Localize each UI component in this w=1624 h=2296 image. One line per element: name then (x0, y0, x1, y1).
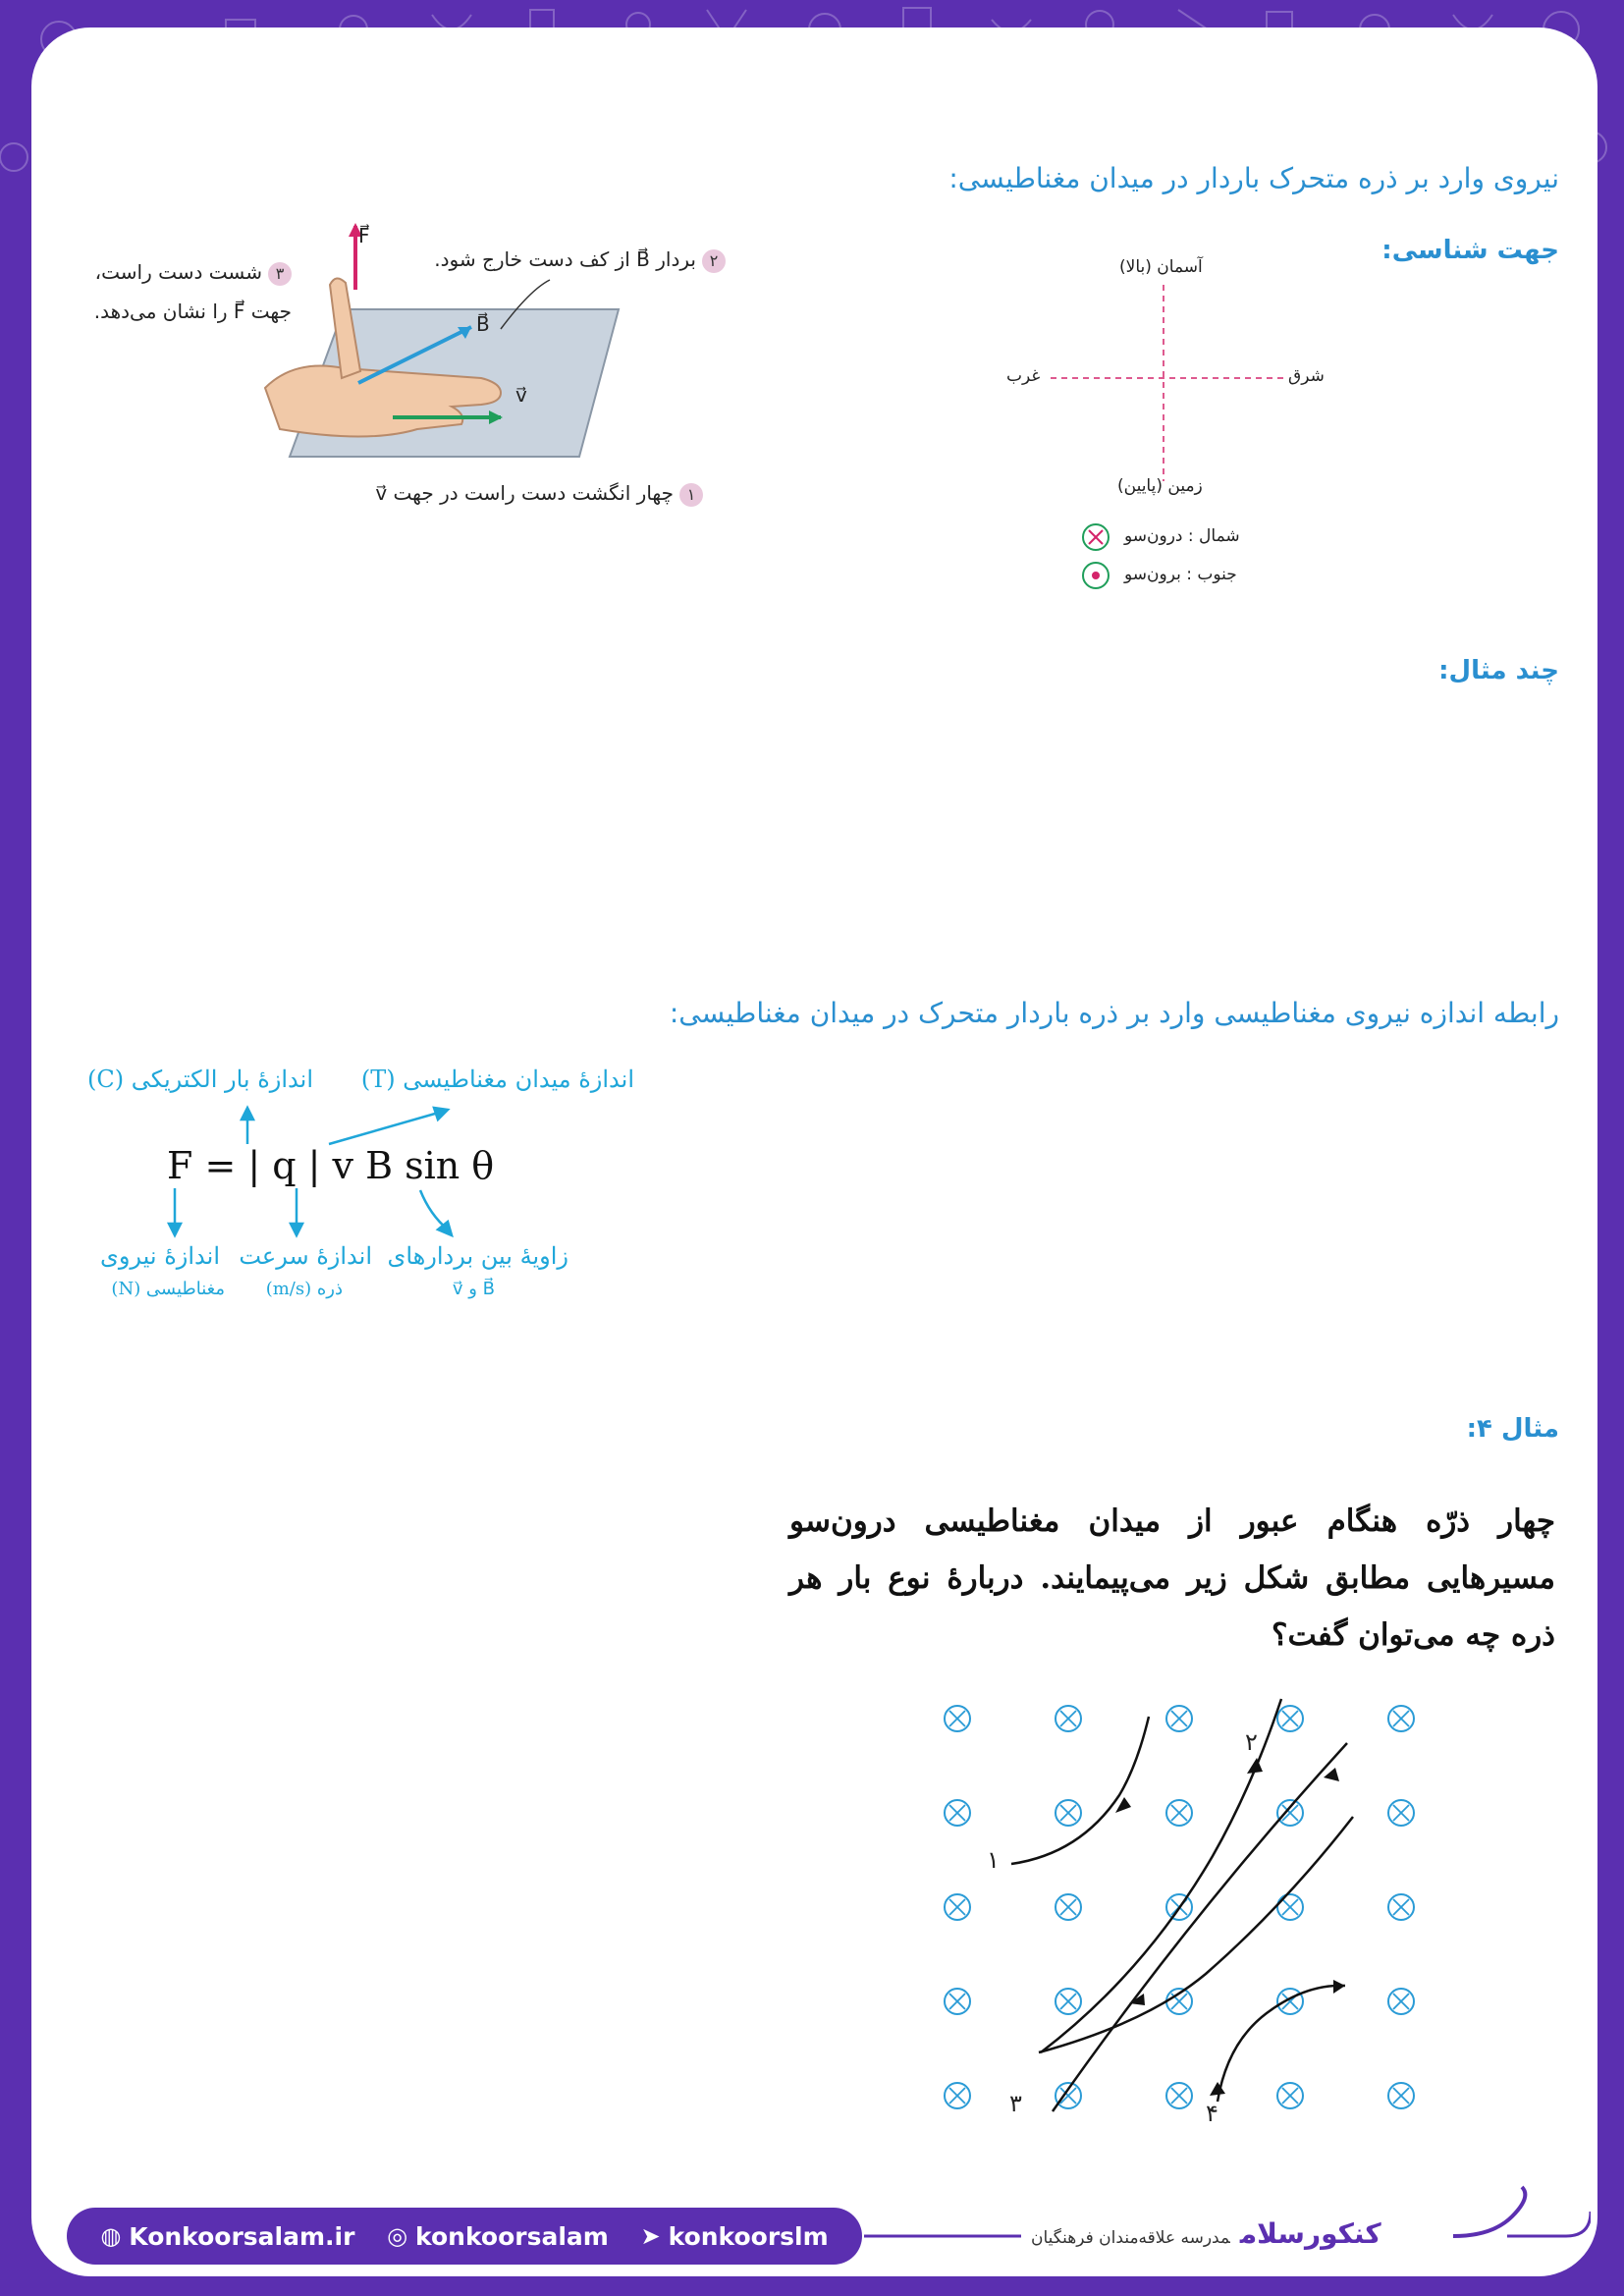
step1-text: ۱چهار انگشت دست راست در جهت v⃗ (375, 481, 703, 507)
path-label-4: ۴ (1206, 2100, 1218, 2127)
angle-label: زاویهٔ بین بردارهای (387, 1242, 568, 1270)
west-label: غرب (1006, 366, 1041, 386)
orientation-axes (1041, 275, 1296, 501)
field-label: اندازهٔ میدان مغناطیسی (T) (360, 1066, 634, 1093)
speed-label-unit: ذره (m/s) (265, 1279, 343, 1299)
footer-bar (67, 2208, 862, 2265)
relation-heading: رابطه اندازه نیروی مغناطیسی وارد بر ذره باردار متحرک در میدان مغناطیسی: (669, 997, 1559, 1029)
into-page-field-icon (1056, 1894, 1081, 1920)
step3-number: ۳ (268, 262, 292, 286)
into-page-field-icon (1277, 2083, 1303, 2108)
problem-text: چهار ذرّه هنگام عبور از میدان مغناطیسی درون‌سو مسیرهایی مطابق شکل زیر می‌پیمایند. دربارهٔ نوع بار هر ذره چه می‌توان گفت؟ (789, 1503, 1555, 1653)
arrow-2 (1247, 1758, 1263, 1774)
orientation-heading: جهت شناسی: (1381, 236, 1559, 265)
force-label-unit: مغناطیسی (N) (111, 1279, 225, 1299)
path-label-2: ۲ (1245, 1728, 1258, 1756)
footer-website[interactable]: ◍ Konkoorsalam.ir (100, 2221, 355, 2251)
arrow-4b (1333, 1980, 1345, 1994)
path-3 (1053, 1743, 1347, 2111)
down-label: زمین (پایین) (1117, 476, 1203, 496)
path-3b (1039, 1817, 1353, 2052)
into-page-field-icon (1388, 1894, 1414, 1920)
into-page-field-icon (1166, 2083, 1192, 2108)
force-formula: F = | q | v B sin θ (167, 1144, 495, 1187)
step1-number: ۱ (679, 483, 703, 507)
footer-instagram[interactable]: ◎ konkoorsalam (387, 2221, 609, 2251)
step2-number: ۲ (702, 249, 726, 273)
examples-heading: چند مثال: (1438, 656, 1559, 685)
footer-telegram[interactable]: ➤ konkoorslm (640, 2221, 829, 2251)
into-page-field-icon (945, 1894, 970, 1920)
b-vector-label: B⃗ (476, 312, 490, 336)
path-label-1: ۱ (987, 1846, 1000, 1874)
into-page-field-icon (1166, 1706, 1192, 1731)
step3-line2: جهت F⃗ را نشان می‌دهد. (93, 300, 292, 323)
v-vector-label: v⃗ (515, 383, 527, 407)
into-page-field-icon (1166, 1800, 1192, 1826)
force-label: اندازهٔ نیروی (100, 1242, 220, 1270)
f-vector-label: F⃗ (358, 224, 370, 247)
into-page-field-icon (1277, 1989, 1303, 2014)
out-of-page-symbol-icon (1082, 562, 1110, 589)
into-page-field-icon (945, 1800, 970, 1826)
main-heading: نیروی وارد بر ذره متحرک باردار در میدان مغناطیسی: (948, 162, 1559, 194)
angle-label-vectors: B⃗ و v⃗ (452, 1279, 495, 1299)
north-label: شمال : درون‌سو (1124, 526, 1240, 546)
step2-text: ۲بردار B⃗ از کف دست خارج شود. (434, 247, 726, 273)
speed-label: اندازهٔ سرعت (239, 1242, 372, 1270)
magnetic-field-diagram (923, 1689, 1434, 2121)
into-page-symbol-icon (1082, 523, 1110, 551)
into-page-field-icon (945, 1989, 970, 2014)
telegram-icon: ➤ (640, 2222, 661, 2250)
globe-icon: ◍ (100, 2222, 122, 2250)
up-label: آسمان (بالا) (1119, 257, 1203, 277)
into-page-field-icon (1056, 1706, 1081, 1731)
into-page-field-icon (1388, 1800, 1414, 1826)
into-page-field-icon (1277, 1800, 1303, 1826)
into-page-field-icon (945, 2083, 970, 2108)
instagram-icon: ◎ (387, 2222, 408, 2250)
path-label-3: ۳ (1009, 2090, 1022, 2117)
into-page-field-icon (1056, 2083, 1081, 2108)
east-label: شرق (1288, 366, 1325, 386)
path-1 (1011, 1717, 1149, 1864)
into-page-field-icon (1388, 2083, 1414, 2108)
arrow-3 (1324, 1768, 1339, 1781)
into-page-field-icon (1388, 1706, 1414, 1731)
path-4 (1218, 1986, 1345, 2102)
into-page-field-icon (1056, 1989, 1081, 2014)
south-label: جنوب : برون‌سو (1124, 565, 1237, 584)
step3-line1: ۳شست دست راست، (95, 260, 292, 286)
brand-logo: کنکورسلاممدرسه علاقه‌مندان فرهنگیان (1031, 2217, 1381, 2250)
into-page-field-icon (1277, 1706, 1303, 1731)
charge-label: اندازهٔ بار الکتریکی (C) (86, 1066, 313, 1093)
into-page-field-icon (1056, 1800, 1081, 1826)
into-page-field-icon (1388, 1989, 1414, 2014)
arrow-4 (1210, 2082, 1225, 2096)
into-page-field-icon (945, 1706, 970, 1731)
into-page-field-icon (1277, 1894, 1303, 1920)
example4-heading: مثال ۴: (1466, 1414, 1559, 1444)
